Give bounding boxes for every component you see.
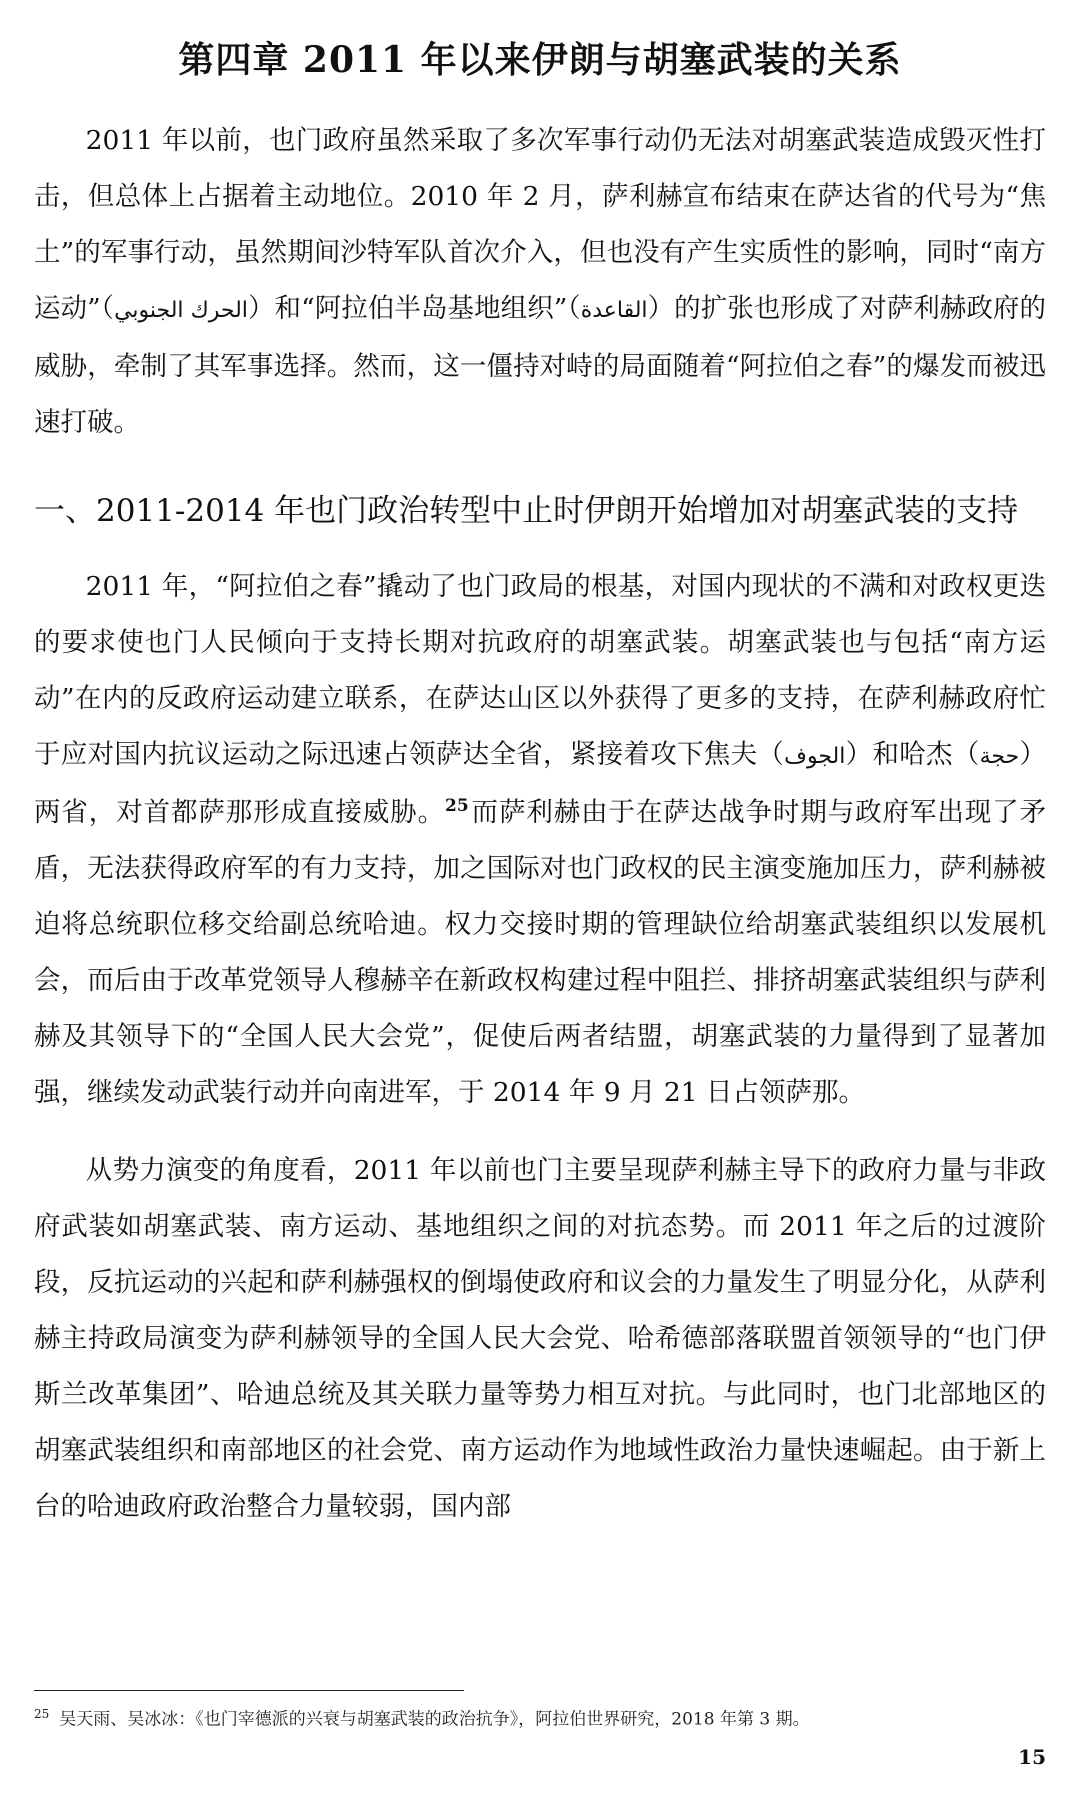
intro-text-1: 2011 年以前，也门政府虽然采取了多次军事行动仍无法对胡塞武装造成毁灭性打击，但总体上占据着主动地位。2010 年 2 月，萨利赫宣布结束在萨达省的代号为“焦土”的军事行动，虽然期间沙特军队首次介入，但也没有产生实质性的影响，同时“南方运动”（ — [34, 125, 1046, 324]
page-number: 15 — [1018, 1745, 1046, 1769]
footnote-divider — [34, 1690, 464, 1691]
arabic-term-al-jawf: الجوف — [784, 744, 846, 769]
footnote-number: 25 — [34, 1707, 50, 1721]
arabic-term-hajjah: حجة — [979, 744, 1020, 769]
chapter-title: 第四章 2011 年以来伊朗与胡塞武装的关系 — [178, 39, 902, 81]
body-paragraph-2 — [34, 559, 1046, 1121]
section-heading: 一、2011-2014 年也门政治转型中止时伊朗开始增加对胡塞武装的支持 — [34, 493, 1019, 529]
p2-text-3: ）两省，对首都萨那形成直接威胁。 — [34, 739, 1047, 828]
arabic-term-al-qaeda: القاعدة — [580, 298, 648, 323]
intro-text-2: ）和“阿拉伯半岛基地组织”（ — [247, 293, 581, 324]
footnote-text: 吴天雨、吴冰冰：《也门宰德派的兴衰与胡塞武装的政治抗争》，阿拉伯世界研究，2018 年第 3 期。 — [59, 1709, 810, 1730]
footnote — [34, 1701, 1046, 1733]
body-paragraph-3: 从势力演变的角度看，2011 年以前也门主要呈现萨利赫主导下的政府力量与非政府武装如胡塞武装、南方运动、基地组织之间的对抗态势。而 2011 年之后的过渡阶段，反抗运动的兴起和萨利赫强权的倒塌使政府和议会的力量发生了明显分化，从萨利赫主持政局演变为萨利赫领导的全国人民大会党、哈希德部落联盟首领领导的“也门伊斯兰改革集团”、哈迪总统及其关联力量等势力相互对抗。与此同时，也门北部地区的胡塞武装组织和南部地区的社会党、南方运动作为地域性政治力量快速崛起。由于新上台的哈迪政府政治整合力量较弱，国内部 — [34, 1155, 1046, 1522]
footnote-reference[interactable]: 25 — [444, 796, 469, 817]
p2-text-2: ）和哈杰（ — [845, 739, 980, 770]
p2-text-1: 2011 年，“阿拉伯之春”撬动了也门政局的根基，对国内现状的不满和对政权更迭的要求使也门人民倾向于支持长期对抗政府的胡塞武装。胡塞武装也与包括“南方运动”在内的反政府运动建立联系，在萨达山区以外获得了更多的支持，在萨利赫政府忙于应对国内抗议运动之际迅速占领萨达全省，紧接着攻下焦夫（ — [34, 571, 1046, 770]
intro-text-3: ）的扩张也形成了对萨利赫政府的威胁，牵制了其军事选择。然而，这一僵持对峙的局面随着“阿拉伯之春”的爆发而被迅速打破。 — [34, 293, 1046, 438]
p2-text-4: 而萨利赫由于在萨达战争时期与政府军出现了矛盾，无法获得政府军的有力支持，加之国际对也门政权的民主演变施加压力，萨利赫被迫将总统职位移交给副总统哈迪。权力交接时期的管理缺位给胡塞武装组织以发展机会，而后由于改革党领导人穆赫辛在新政权构建过程中阻拦、排挤胡塞武装组织与萨利赫及其领导下的“全国人民大会党”，促使后两者结盟，胡塞武装的力量得到了显著加强，继续发动武装行动并向南进军，于 2014 年 9 月 21 日占领萨那。 — [34, 797, 1047, 1108]
arabic-term-southern-movement: الحرك الجنوبي — [114, 298, 248, 323]
intro-paragraph — [34, 113, 1046, 451]
